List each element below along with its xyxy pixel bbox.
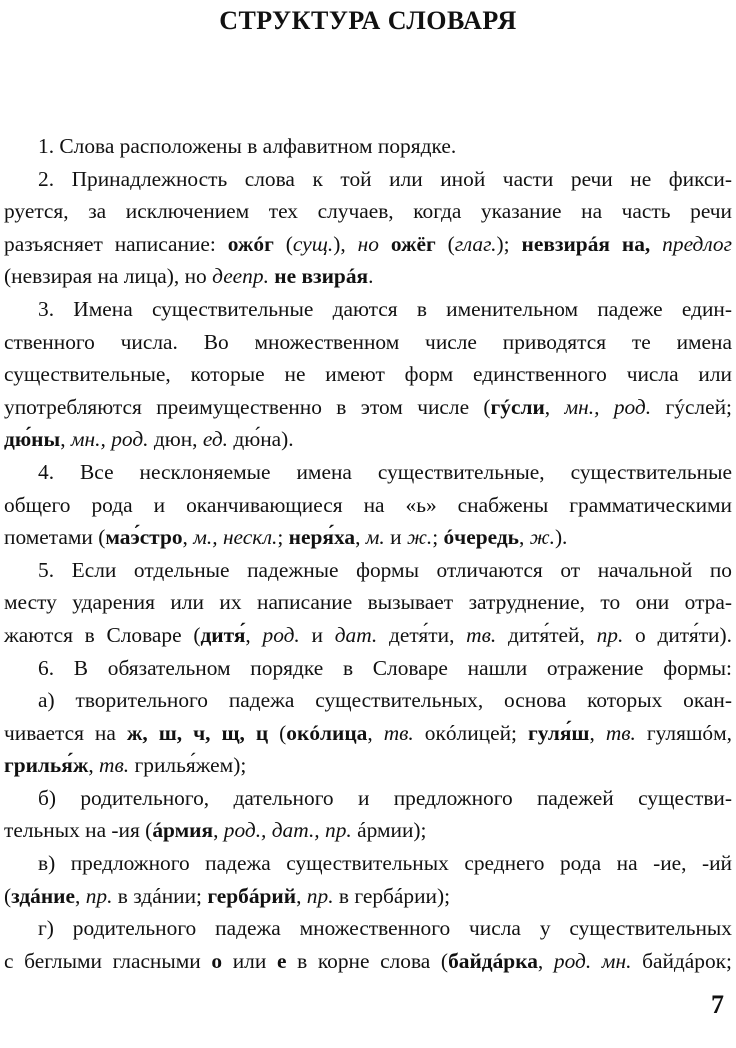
grammar-mark: пр.: [596, 622, 624, 647]
text-run: в здáнии;: [112, 883, 208, 908]
text-line: [4, 456, 732, 489]
page-number: 7: [711, 990, 724, 1019]
headword: áрмия: [152, 818, 214, 843]
grammar-mark: род.: [262, 622, 300, 647]
text-line: [4, 717, 732, 750]
text-run: пометами (: [4, 525, 106, 550]
text-line: [4, 586, 732, 619]
text-line: [4, 228, 732, 261]
grammar-mark: дат.: [334, 622, 378, 647]
grammar-mark: ж.: [406, 525, 433, 550]
text-run: с беглыми гласными: [4, 948, 212, 973]
text-run: (: [435, 231, 455, 256]
text-run: (: [4, 883, 12, 908]
text-run: ,: [544, 394, 565, 419]
text-run: ,: [589, 720, 606, 745]
text-run: ,: [537, 948, 554, 973]
text-run: (невзирая на лица), но: [4, 264, 213, 289]
text-line: [4, 358, 732, 391]
headword: о: [211, 948, 223, 973]
text-run: жаются в Словаре (: [4, 622, 201, 647]
grammar-mark: но: [357, 231, 379, 256]
text-run: 2. Принадлежность слова к той или иной части речи не фикси-: [38, 166, 732, 191]
text-run: и: [384, 525, 407, 550]
text-run: о дитя́ти).: [623, 622, 732, 647]
text-line: [4, 749, 732, 782]
headword: ожóг: [227, 231, 274, 256]
text-run: (: [273, 231, 293, 256]
headword: е: [276, 948, 287, 973]
headword: ж, ш, ч, щ, ц: [126, 720, 269, 745]
text-run: чивается на: [4, 720, 127, 745]
text-line: [4, 554, 732, 587]
text-run: байдáрок;: [631, 948, 732, 973]
headword: óчередь: [443, 525, 519, 550]
grammar-mark: мн., род.: [70, 427, 149, 452]
headword: байдáрка: [448, 948, 538, 973]
grammar-mark: ед.: [202, 427, 228, 452]
headword: окóлица: [286, 720, 368, 745]
headword: неря́ха: [288, 525, 356, 550]
grammar-mark: тв.: [383, 720, 414, 745]
grammar-mark: пр.: [306, 883, 334, 908]
grammar-mark: тв.: [605, 720, 636, 745]
text-line: [4, 163, 732, 196]
headword: дитя́: [200, 622, 246, 647]
grammar-mark: тв.: [99, 753, 130, 778]
text-run: детя́ти,: [377, 622, 467, 647]
text-run: разъясняет написание:: [4, 231, 228, 256]
text-run: .: [368, 264, 374, 289]
text-run: ,: [213, 818, 224, 843]
text-line: [4, 423, 732, 456]
page-title: СТРУКТУРА СЛОВАРЯ: [219, 6, 517, 35]
text-line: [4, 293, 732, 326]
grammar-mark: пр.: [85, 883, 113, 908]
text-run: окóлицей;: [413, 720, 528, 745]
text-run: месту ударения или их написание вызывает затруднение, то они отра-: [4, 590, 732, 615]
grammar-mark: сущ.: [292, 231, 334, 256]
text-run: ,: [245, 622, 263, 647]
text-run: дюн,: [148, 427, 203, 452]
text-line: [4, 782, 732, 815]
text-line: [4, 880, 732, 913]
text-run: а) творительного падежа существительных, основа которых окан-: [38, 688, 732, 713]
text-run: ,: [355, 525, 366, 550]
text-line: [4, 814, 732, 847]
grammar-mark: ж.: [529, 525, 555, 550]
text-line: [4, 130, 732, 163]
text-run: ,: [75, 883, 86, 908]
text-run: общего рода и оканчивающиеся на «ь» снабжены грамматическими: [4, 492, 732, 517]
text-run: б) родительного, дательного и предложного падежей существи-: [38, 785, 732, 810]
text-line: [4, 652, 732, 685]
text-line: [4, 260, 732, 293]
text-run: ;: [277, 525, 289, 550]
headword: гýсли: [490, 394, 545, 419]
text-run: или: [222, 948, 277, 973]
text-line: [4, 326, 732, 359]
headword: ожёг: [390, 231, 436, 256]
headword: грилья́ж: [4, 753, 89, 778]
text-run: грилья́жем);: [129, 753, 247, 778]
text-run: и: [299, 622, 335, 647]
grammar-mark: тв.: [466, 622, 497, 647]
headword: гербáрий: [207, 883, 297, 908]
headword: невзирáя на,: [521, 231, 651, 256]
text-line: [4, 847, 732, 880]
grammar-mark: глаг.: [454, 231, 497, 256]
text-run: употребляются преимущественно в этом числе (: [4, 394, 491, 419]
grammar-mark: мн., род.: [564, 394, 652, 419]
text-run: 6. В обязательном порядке в Словаре нашли отражение формы:: [38, 655, 732, 680]
text-run: дитя́тей,: [496, 622, 597, 647]
text-run: г) родительного падежа множественного числа у существительных: [38, 916, 732, 941]
text-run: 4. Все несклоняемые имена существительные, существительные: [38, 459, 732, 484]
grammar-mark: деепр.: [212, 264, 269, 289]
grammar-mark: м., нескл.: [193, 525, 278, 550]
text-run: в гербáрии);: [333, 883, 451, 908]
text-run: ,: [296, 883, 307, 908]
text-run: áрмии);: [351, 818, 427, 843]
text-run: 1. Слова расположены в алфавитном порядке.: [38, 134, 457, 158]
text-run: );: [496, 231, 522, 256]
text-run: ).: [554, 525, 568, 550]
headword: гуля́ш: [527, 720, 590, 745]
text-line: [4, 619, 732, 652]
text-run: в) предложного падежа существительных среднего рода на -ие, -ий: [38, 851, 732, 876]
text-run: существительные, которые не имеют форм единственного числа или: [4, 362, 732, 387]
body-text: [4, 130, 732, 977]
text-run: гуляшóм,: [635, 720, 732, 745]
text-run: гýслей;: [651, 394, 732, 419]
text-line: [4, 195, 732, 228]
text-run: ственного числа. Во множественном числе приводятся те имена: [4, 329, 732, 354]
text-run: [650, 232, 662, 256]
text-line: [4, 684, 732, 717]
text-run: ,: [88, 753, 100, 778]
text-run: (: [268, 720, 287, 745]
text-run: ,: [367, 720, 384, 745]
grammar-mark: м.: [365, 525, 385, 550]
text-run: тельных на -ия (: [4, 818, 153, 843]
text-run: 5. Если отдельные падежные формы отличаются от начальной по: [38, 557, 732, 582]
text-run: [379, 232, 391, 256]
headword: маэ́стро: [105, 525, 183, 550]
text-run: ;: [432, 525, 444, 550]
text-line: [4, 521, 732, 554]
text-run: ,: [60, 427, 71, 452]
grammar-mark: предлог: [662, 231, 732, 256]
text-run: руется, за исключением тех случаев, когда указание на часть речи: [4, 199, 732, 224]
text-line: [4, 391, 732, 424]
text-line: [4, 912, 732, 945]
headword: не взирáя: [274, 264, 369, 289]
text-run: в корне слова (: [286, 948, 449, 973]
text-run: ),: [333, 231, 358, 256]
text-run: 3. Имена существительные даются в именительном падеже един-: [38, 296, 732, 321]
headword: здáние: [11, 883, 75, 908]
grammar-mark: род. мн.: [553, 948, 632, 973]
text-run: ,: [182, 525, 194, 550]
grammar-mark: род., дат., пр.: [223, 818, 352, 843]
text-run: ,: [518, 525, 530, 550]
headword: дю́ны: [4, 427, 61, 452]
text-line: [4, 489, 732, 522]
text-run: дю́на).: [228, 427, 294, 452]
text-line: [4, 945, 732, 978]
